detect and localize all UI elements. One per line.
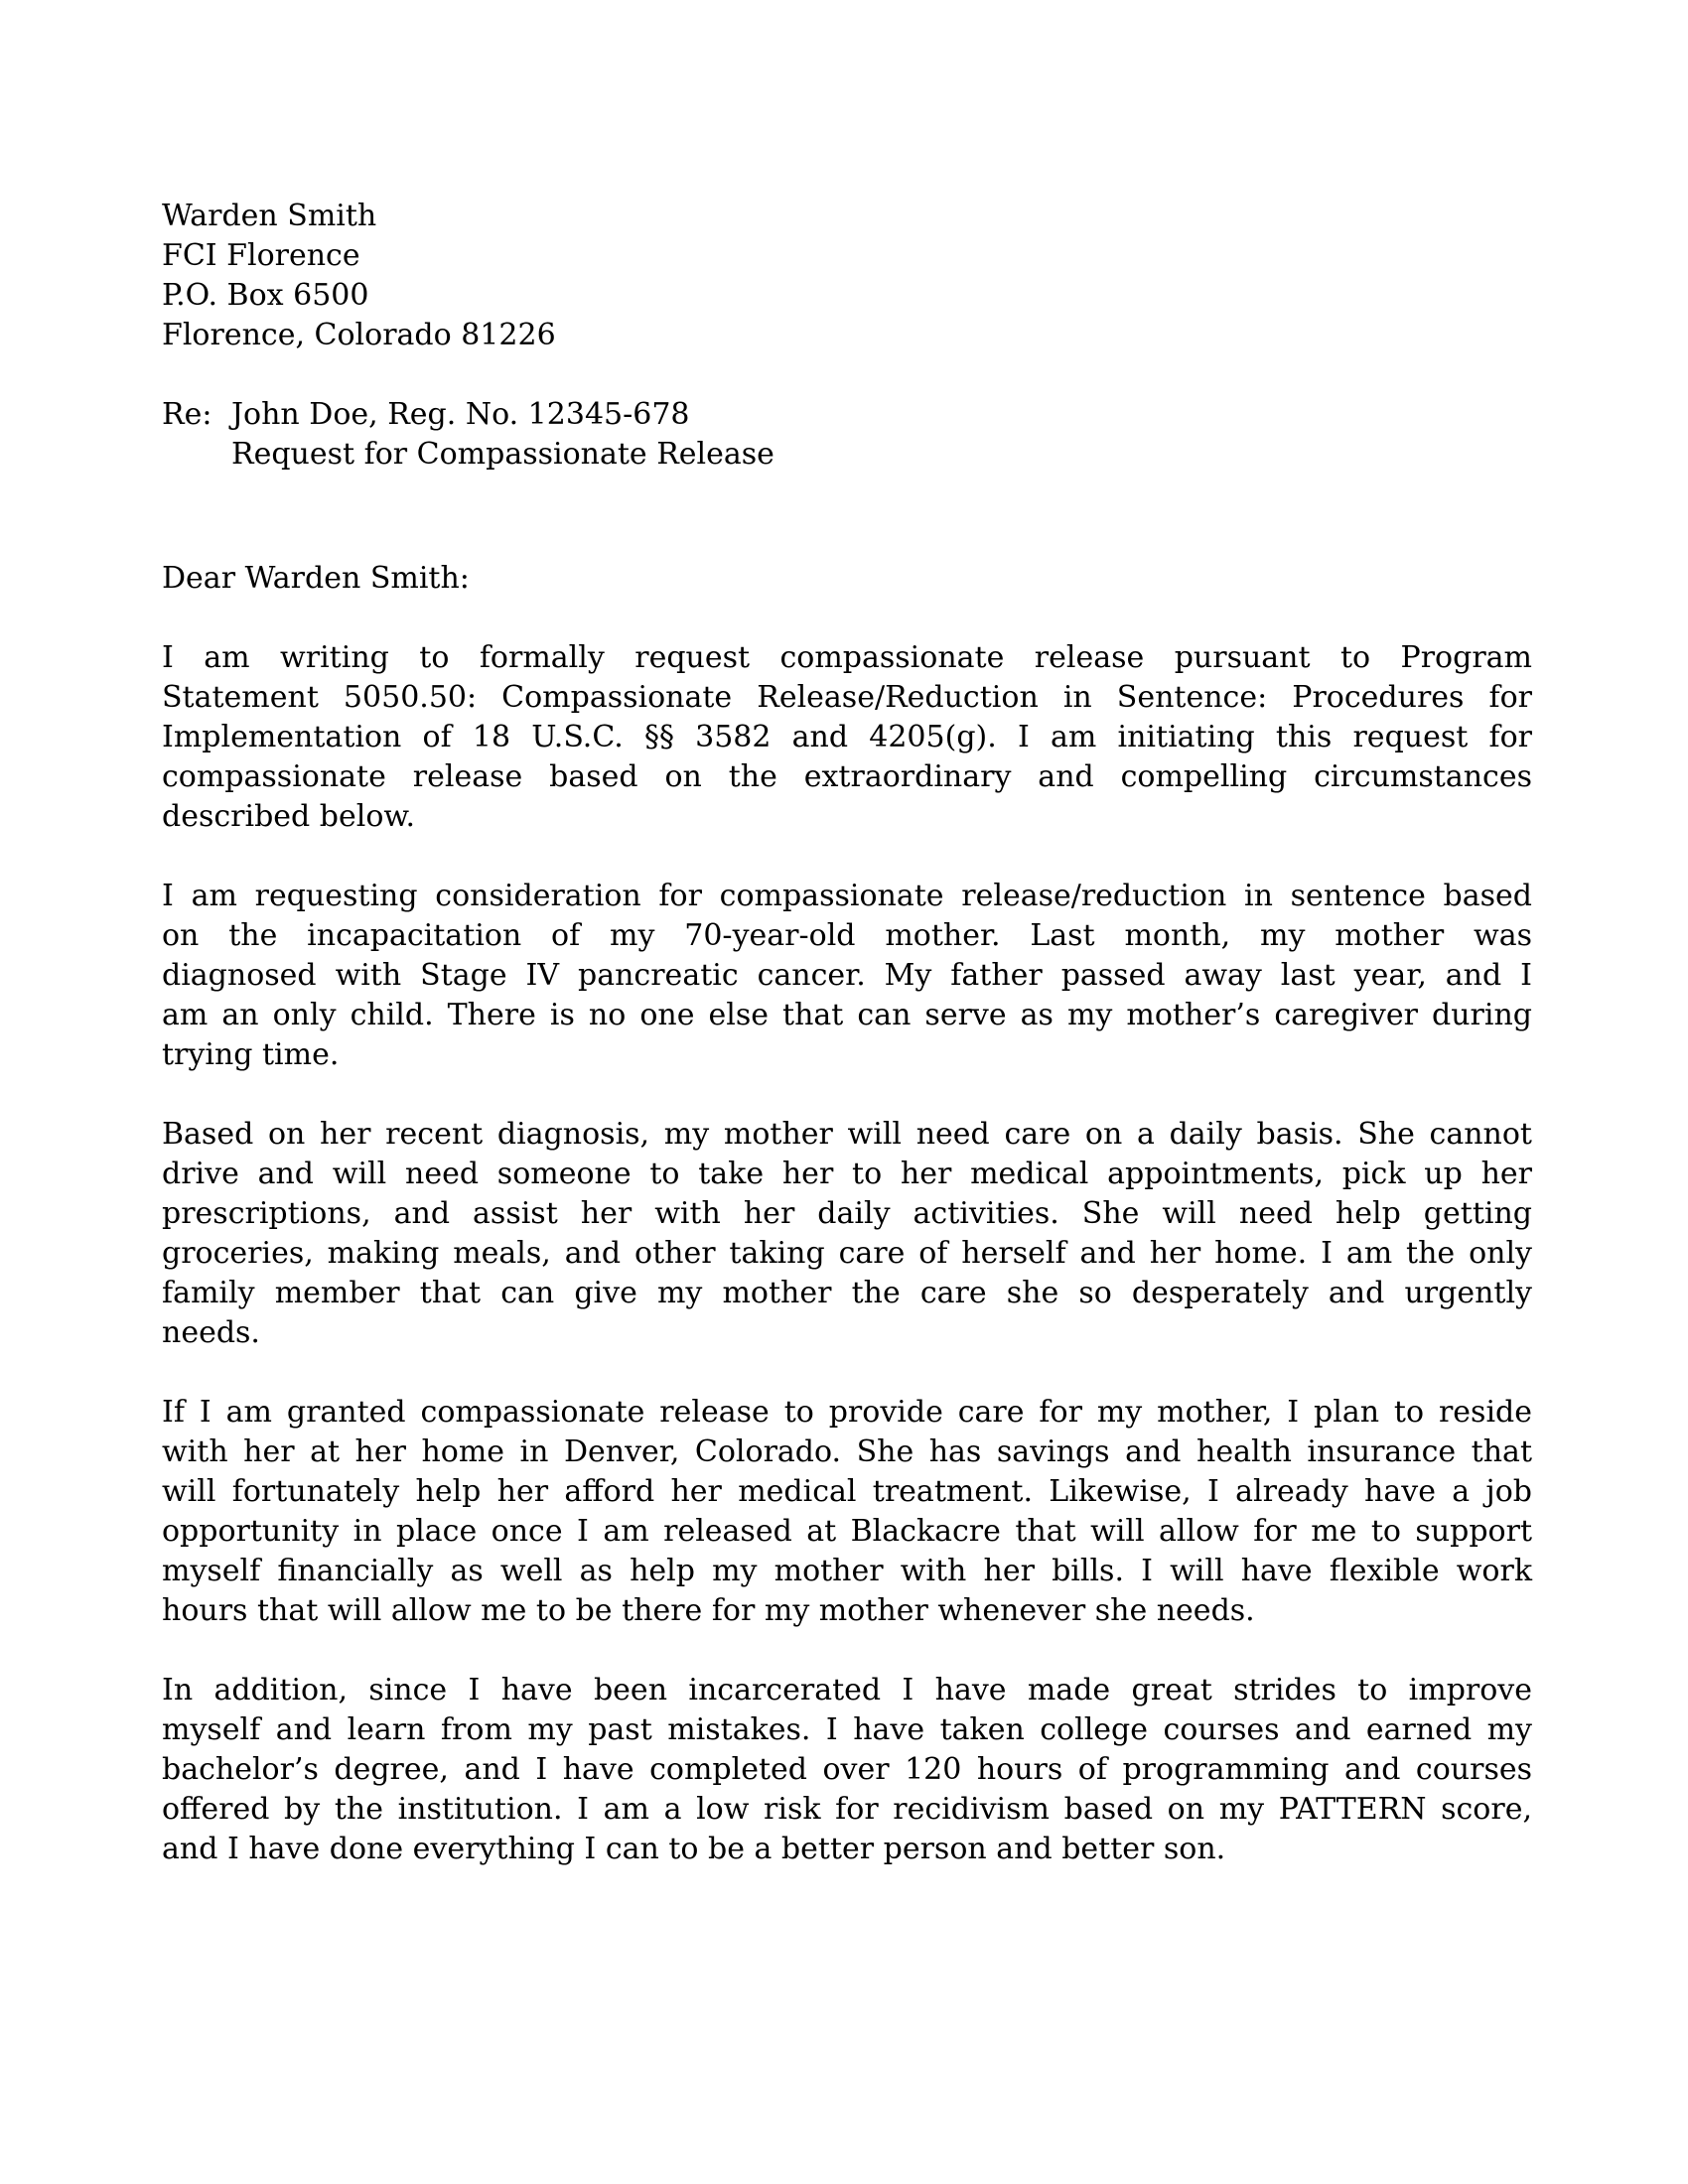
subject-case-reference: John Doe, Reg. No. 12345-678 — [231, 397, 690, 432]
paragraph-line: Implementation of 18 U.S.C. §§ 3582 and 4205(g). I am initiating this request for — [162, 720, 1532, 754]
paragraph-line: groceries, making meals, and other taking care of herself and her home. I am the only — [162, 1236, 1532, 1271]
paragraph-line: myself and learn from my past mistakes. I have taken college courses and earned my — [162, 1712, 1532, 1747]
paragraph-line: bachelor’s degree, and I have completed over 120 hours of programming and courses — [162, 1752, 1532, 1787]
paragraph-line: am an only child. There is no one else that can serve as my mother’s caregiver during — [162, 998, 1532, 1032]
recipient-institution: FCI Florence — [162, 238, 360, 273]
paragraph-line: compassionate release based on the extraordinary and compelling circumstances — [162, 759, 1532, 794]
paragraph-line: on the incapacitation of my 70-year-old mother. Last month, my mother was — [162, 918, 1532, 953]
paragraph-line: diagnosed with Stage IV pancreatic cancer. My father passed away last year, and I — [162, 958, 1532, 993]
body-paragraph-3 — [162, 1115, 1532, 1353]
paragraph-line: Statement 5050.50: Compassionate Release/Reduction in Sentence: Procedures for — [162, 680, 1532, 715]
paragraph-line: needs. — [162, 1315, 260, 1350]
paragraph-line: opportunity in place once I am released at Blackacre that will allow for me to support — [162, 1514, 1532, 1549]
subject-label: Re: — [162, 397, 212, 432]
recipient-name: Warden Smith — [162, 199, 377, 233]
body-paragraph-4 — [162, 1393, 1532, 1631]
paragraph-line: offered by the institution. I am a low risk for recidivism based on my PATTERN score, — [162, 1792, 1532, 1827]
recipient-address-block — [162, 197, 1532, 355]
paragraph-line: described below. — [162, 799, 416, 834]
salutation: Dear Warden Smith: — [162, 561, 470, 596]
paragraph-line: myself financially as well as help my mother with her bills. I will have flexible work — [162, 1554, 1532, 1588]
recipient-city-state-zip: Florence, Colorado 81226 — [162, 318, 556, 352]
paragraph-line: and I have done everything I can to be a better person and better son. — [162, 1832, 1226, 1866]
subject-line-block — [162, 395, 1532, 475]
paragraph-line: trying time. — [162, 1037, 340, 1072]
paragraph-line: I am writing to formally request compassionate release pursuant to Program — [162, 640, 1532, 675]
paragraph-line: In addition, since I have been incarcerated I have made great strides to improve — [162, 1673, 1532, 1707]
paragraph-line: will fortunately help her afford her medical treatment. Likewise, I already have a job — [162, 1474, 1532, 1509]
subject-lines — [231, 395, 1532, 475]
recipient-po-box: P.O. Box 6500 — [162, 278, 369, 313]
paragraph-line: family member that can give my mother the care she so desperately and urgently — [162, 1276, 1532, 1310]
paragraph-line: Based on her recent diagnosis, my mother will need care on a daily basis. She cannot — [162, 1117, 1532, 1152]
paragraph-line: If I am granted compassionate release to provide care for my mother, I plan to reside — [162, 1395, 1532, 1430]
paragraph-line: hours that will allow me to be there for my mother whenever she needs. — [162, 1593, 1255, 1628]
subject-request-title: Request for Compassionate Release — [231, 437, 774, 472]
body-paragraph-1 — [162, 638, 1532, 837]
paragraph-line: prescriptions, and assist her with her daily activities. She will need help getting — [162, 1196, 1532, 1231]
body-paragraph-5 — [162, 1671, 1532, 1869]
body-paragraph-2 — [162, 877, 1532, 1075]
paragraph-line: drive and will need someone to take her to her medical appointments, pick up her — [162, 1157, 1532, 1191]
paragraph-line: with her at her home in Denver, Colorado. She has savings and health insurance that — [162, 1434, 1532, 1469]
paragraph-line: I am requesting consideration for compassionate release/reduction in sentence based — [162, 879, 1532, 913]
